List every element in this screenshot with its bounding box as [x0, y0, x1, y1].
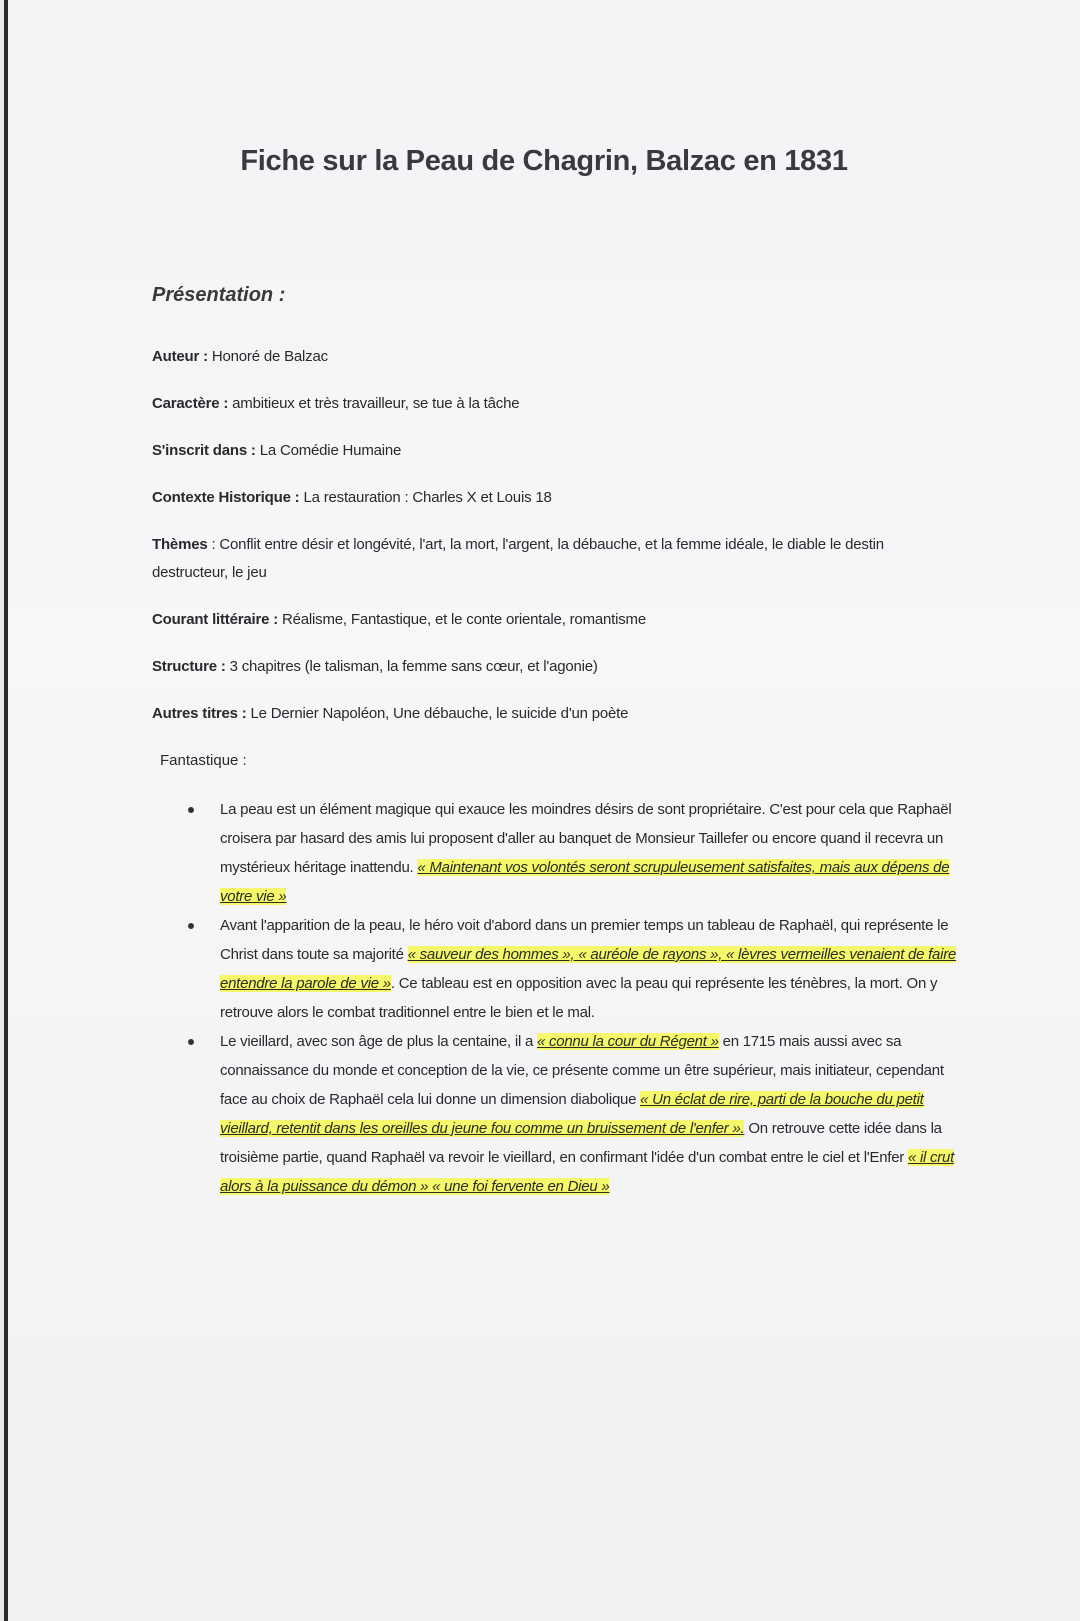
field-key: Thèmes	[152, 536, 208, 553]
bullet-text: On retrouve cette idée dans la troisième partie, quand Raphaël va revoir le vieillard, en confirmant l'idée d'un combat entre le ciel et l'Enfer	[220, 1120, 942, 1166]
bullet-text: . Ce tableau est en opposition avec la peau qui représente les ténèbres, la mort. On y retrouve alors le combat traditionnel entre le bien et le mal.	[220, 975, 938, 1021]
field-value: La restauration : Charles X et Louis 18	[299, 489, 552, 506]
field-key: Autres titres :	[152, 705, 247, 722]
bullet-text: Le vieillard, avec son âge de plus la centaine, il a	[220, 1033, 537, 1050]
presentation-fields	[152, 343, 932, 747]
section-heading: Présentation :	[152, 284, 286, 306]
field-value: 3 chapitres (le talisman, la femme sans cœur, et l'agonie)	[225, 658, 598, 675]
field-row	[152, 700, 932, 728]
highlighted-quote: « il crut alors à la puissance du démon » « une foi fervente en Dieu »	[220, 1149, 955, 1195]
field-key: Caractère :	[152, 395, 229, 412]
document-page	[4, 0, 1080, 1621]
field-row	[152, 343, 932, 371]
highlighted-quote: « Un éclat de rire, parti de la bouche du petit vieillard, retentit dans les oreilles du jeune fou comme un bruissement de l'enfer ».	[220, 1091, 924, 1137]
field-value: Honoré de Balzac	[207, 348, 328, 365]
highlighted-quote: « sauveur des hommes », « auréole de rayons », « lèvres vermeilles venaient de faire entendre la parole de vie »	[220, 946, 957, 992]
bullet-text: Avant l'apparition de la peau, le héro voit d'abord dans un premier temps un tableau de Raphaël, qui représente le Christ dans toute sa majorité	[220, 917, 949, 963]
field-row	[152, 437, 932, 465]
highlighted-quote: « connu la cour du Régent »	[536, 1033, 719, 1050]
field-value: Réalisme, Fantastique, et le conte orientale, romantisme	[278, 611, 646, 628]
bullet-item	[220, 911, 972, 1027]
field-row	[152, 484, 932, 512]
fantastique-bullet-list	[182, 795, 972, 1201]
field-key: Contexte Historique :	[152, 489, 300, 506]
bullet-item	[220, 795, 972, 911]
bullet-item	[220, 1027, 972, 1201]
field-value: Le Dernier Napoléon, Une débauche, le suicide d'un poète	[246, 705, 629, 722]
field-key: Courant littéraire :	[152, 611, 279, 628]
field-value: La Comédie Humaine	[255, 442, 402, 459]
page-title: Fiche sur la Peau de Chagrin, Balzac en 1831	[240, 145, 848, 177]
field-key: S'inscrit dans :	[152, 442, 256, 459]
field-row	[152, 390, 932, 418]
field-value: : Conflit entre désir et longévité, l'art, la mort, l'argent, la débauche, et la femme idéale, le diable le destin destructeur, le jeu	[152, 536, 884, 581]
fantastique-label: Fantastique :	[160, 752, 247, 769]
bullet-text: en 1715 mais aussi avec sa connaissance du monde et conception de la vie, ce présente comme un être supérieur, mais initiateur, cependant face au choix de Raphaël cela lui donne un dimension diabolique	[220, 1033, 944, 1108]
field-row	[152, 531, 932, 587]
field-key: Auteur :	[152, 348, 208, 365]
bullet-text: La peau est un élément magique qui exauce les moindres désirs de sont propriétaire. C'est pour cela que Raphaël croisera par hasard des amis lui proposent d'aller au banquet de Monsieur Taillefer ou encore quand il recevra un mystérieux héritage inattendu.	[220, 801, 952, 876]
field-row	[152, 653, 932, 681]
field-row	[152, 606, 932, 634]
highlighted-quote: « Maintenant vos volontés seront scrupuleusement satisfaites, mais aux dépens de votre vie »	[220, 859, 950, 905]
field-value: ambitieux et très travailleur, se tue à la tâche	[228, 395, 520, 412]
field-key: Structure :	[152, 658, 226, 675]
page-edge	[4, 0, 8, 1621]
